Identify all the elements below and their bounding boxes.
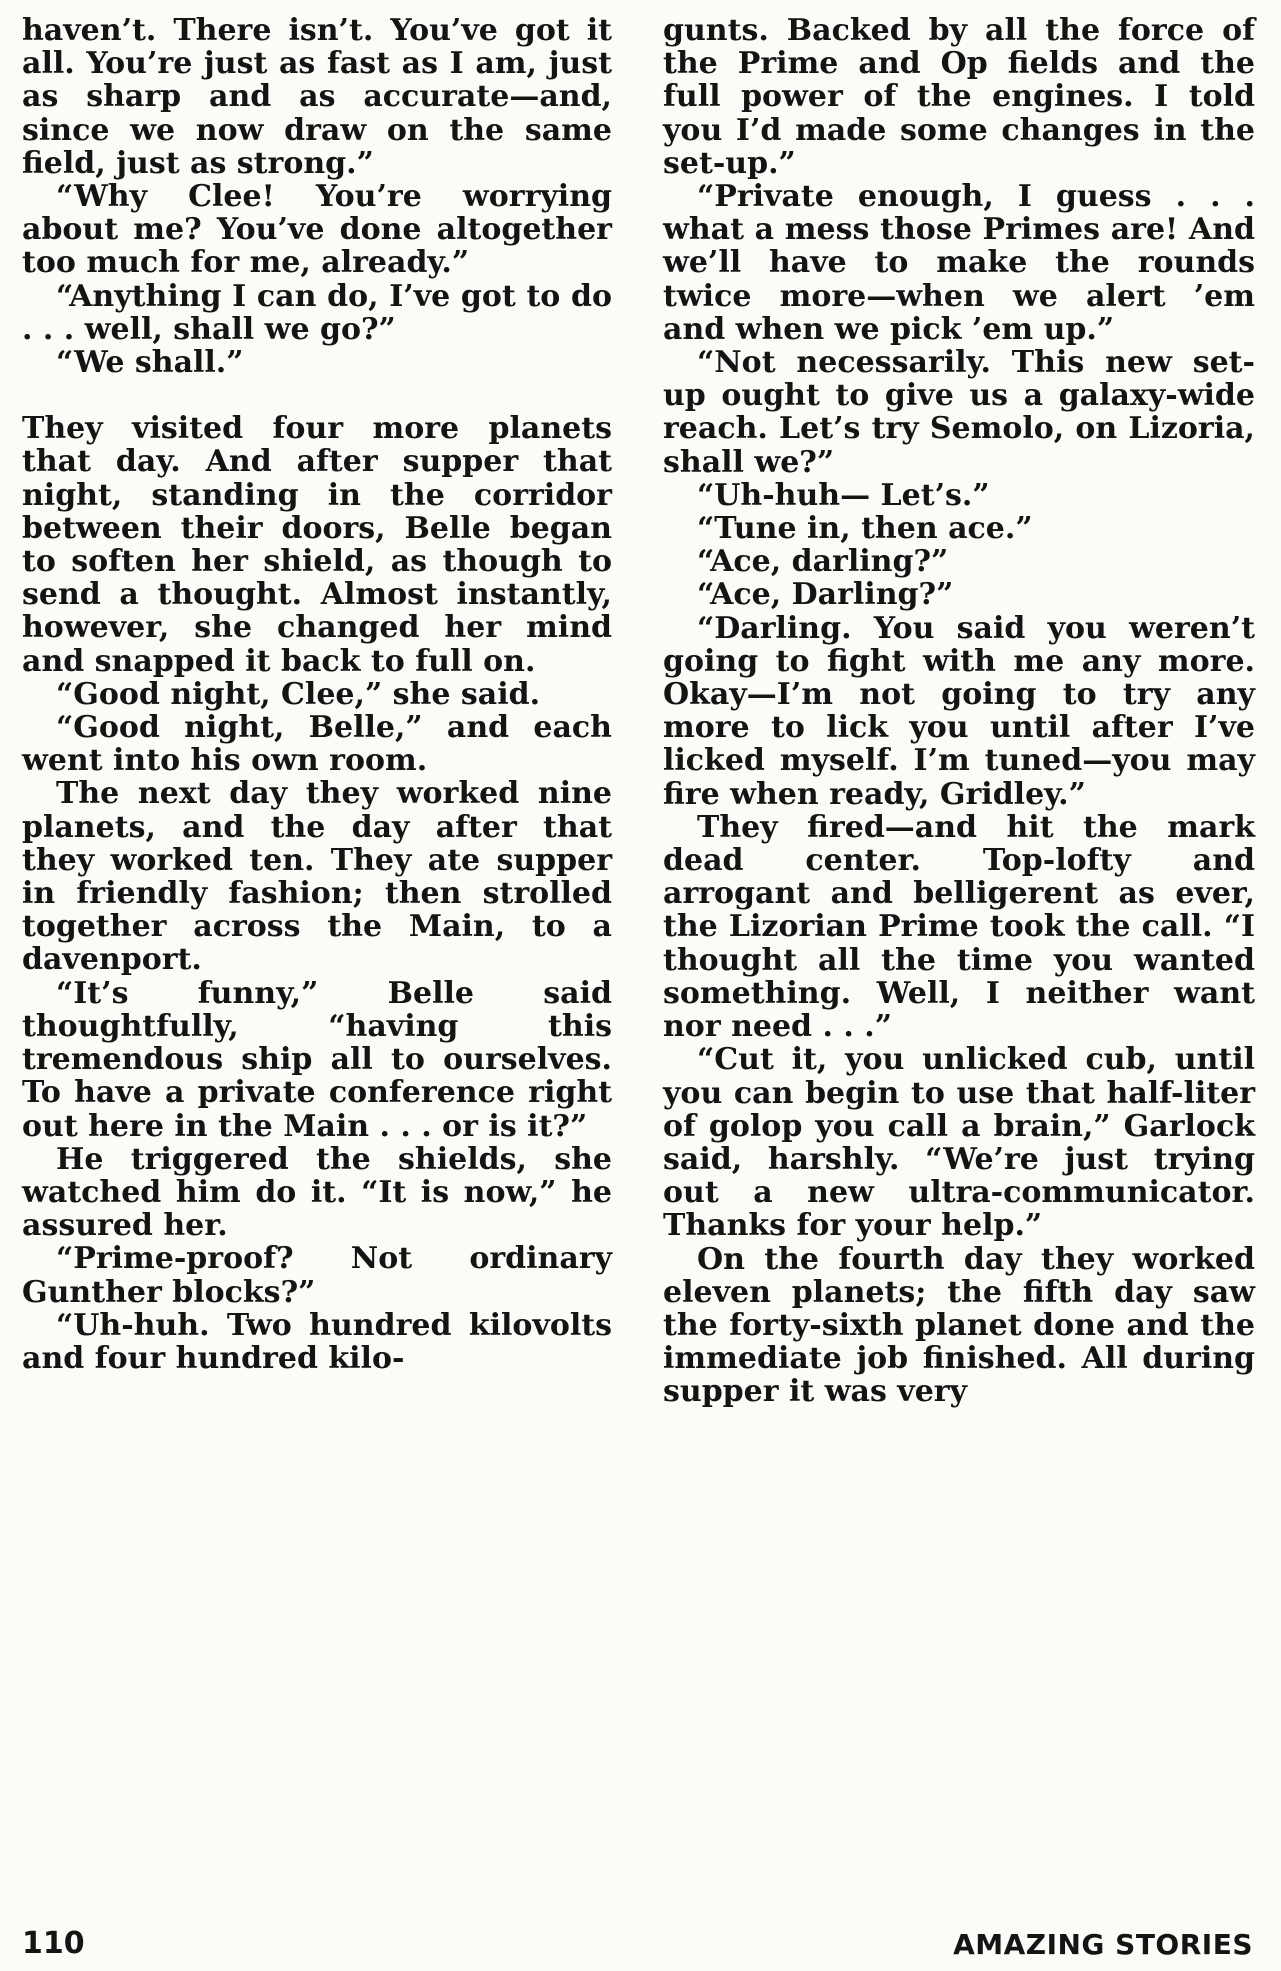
paragraph: “Not necessarily. This new set-up ought to give us a galaxy-wide reach. Let’s try Semolo, on Lizoria, shall we?”: [663, 345, 1255, 480]
paragraph: “Tune in, then ace.”: [697, 511, 1033, 547]
paragraph: “Ace, darling?”: [697, 544, 949, 580]
paragraph: They visited four more planets that day. And after supper that night, standing in the corridor between their doors, Belle began to soften her shield, as though to send a thought. Almost instantly, however, she changed her mind and snapped it back to full on.: [22, 411, 612, 679]
paragraph: “Good night, Belle,” and each went into his own room.: [22, 710, 612, 779]
paragraph: They fired—and hit the mark dead center. Top-lofty and arrogant and belligerent as ever, the Lizorian Prime took the call. “I thought all the time you wanted something. Well, I neither want nor need . . .”: [663, 809, 1255, 1045]
right-column: [663, 14, 1255, 1409]
paragraph: “We shall.”: [56, 345, 244, 381]
paragraph: haven’t. There isn’t. You’ve got it all. You’re just as fast as I am, just as sharp and as accurate—and, since we now draw on the same field, just as strong.”: [22, 13, 612, 181]
paragraph: “Cut it, you unlicked cub, until you can begin to use that half-liter of golop you call a brain,” Garlock said, harshly. “We’re just trying out a new ultra-communicator. Thanks for your help.”: [663, 1042, 1255, 1244]
paragraph: “Anything I can do, I’ve got to do . . . well, shall we go?”: [22, 278, 612, 347]
paragraph: “Ace, Darling?”: [697, 577, 954, 613]
paragraph: “Uh-huh— Let’s.”: [697, 477, 990, 513]
magazine-title: AMAZING STORIES: [953, 1928, 1253, 1961]
paragraph: “Why Clee! You’re worrying about me? You’ve done altogether too much for me, already.”: [22, 179, 612, 281]
paragraph: The next day they worked nine planets, and the day after that they worked ten. They ate supper in friendly fashion; then strolled together across the Main, to a davenport.: [22, 776, 612, 978]
paragraph: gunts. Backed by all the force of the Prime and Op fields and the full power of the engines. I told you I’d made some changes in the set-up.”: [663, 13, 1255, 181]
left-column: [22, 14, 612, 1375]
paragraph: “Darling. You said you weren’t going to fight with me any more. Okay—I’m not going to try any more to lick you until after I’ve licked myself. I’m tuned—you may fire when ready, Gridley.”: [663, 610, 1255, 812]
paragraph: On the fourth day they worked eleven planets; the fifth day saw the forty-sixth planet done and the immediate job finished. All during supper it was very: [663, 1241, 1255, 1410]
paragraph: “It’s funny,” Belle said thoughtfully, “having this tremendous ship all to ourselves. To have a private conference right out here in the Main . . . or is it?”: [22, 975, 612, 1144]
paragraph: “Uh-huh. Two hundred kilovolts and four hundred kilo-: [22, 1307, 612, 1376]
paragraph: He triggered the shields, she watched him do it. “It is now,” he assured her.: [22, 1141, 612, 1244]
paragraph: “Prime-proof? Not ordinary Gunther blocks?”: [22, 1241, 612, 1310]
page-number: 110: [22, 1926, 85, 1961]
paragraph: “Private enough, I guess . . . what a mess those Primes are! And we’ll have to make the rounds twice more—when we alert ’em and when we pick ’em up.”: [663, 179, 1255, 347]
paragraph: “Good night, Clee,” she said.: [56, 676, 541, 712]
